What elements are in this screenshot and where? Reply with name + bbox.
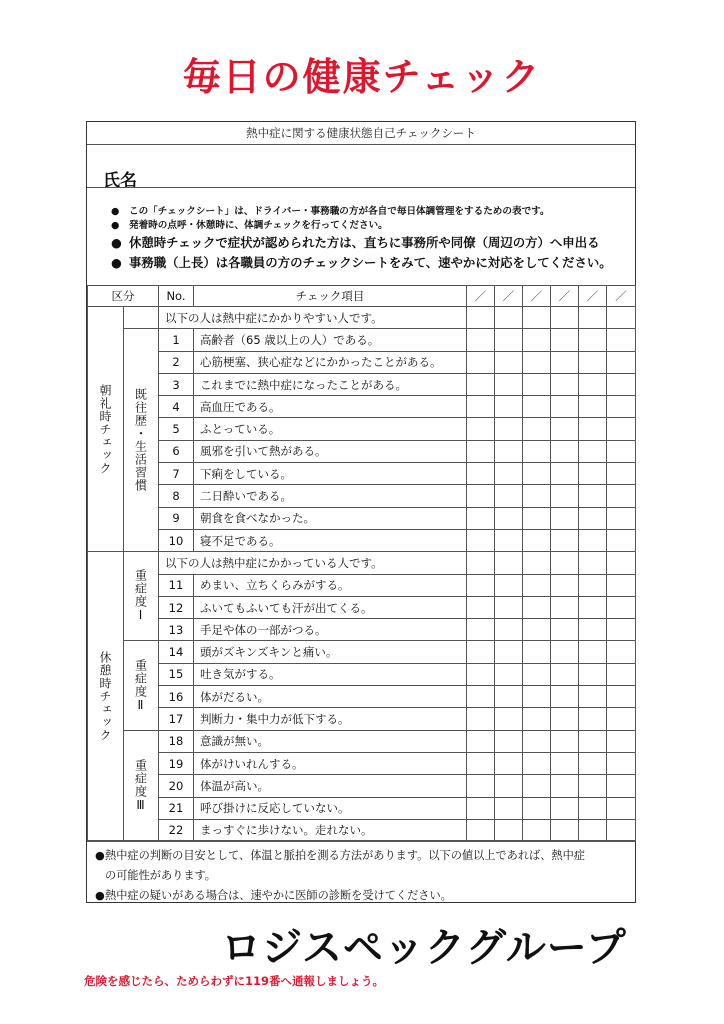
check-cell[interactable] <box>551 686 579 708</box>
check-cell[interactable] <box>579 307 607 329</box>
check-cell[interactable] <box>607 485 636 507</box>
check-cell[interactable] <box>495 619 523 641</box>
check-cell[interactable] <box>579 440 607 462</box>
bullet-icon: ● <box>95 889 105 902</box>
sheet-title: 熱中症に関する健康状態自己チェックシート <box>246 126 476 140</box>
check-sheet <box>86 121 636 903</box>
check-cell[interactable] <box>467 708 495 730</box>
instruction-item: ● 事務職（上長）は各職員の方のチェックシートをみて、速やかに対応をしてください。 <box>111 253 631 273</box>
instruction-item: ● この「チェックシート」は、ドライバー・事務職の方が各自で毎日体調管理をするための表です。 <box>111 206 550 217</box>
check-cell[interactable] <box>523 775 551 797</box>
check-cell[interactable] <box>523 440 551 462</box>
table-row <box>88 730 636 752</box>
check-cell[interactable] <box>579 574 607 596</box>
check-cell[interactable] <box>495 552 523 574</box>
check-cell[interactable] <box>551 775 579 797</box>
table-row <box>88 752 636 774</box>
item-number: 2 <box>159 351 194 373</box>
item-number: 20 <box>159 775 194 797</box>
check-cell[interactable] <box>523 485 551 507</box>
check-cell[interactable] <box>607 418 636 440</box>
check-cell[interactable] <box>579 641 607 663</box>
check-cell[interactable] <box>523 329 551 351</box>
check-cell[interactable] <box>523 663 551 685</box>
check-cell[interactable] <box>467 396 495 418</box>
check-cell[interactable] <box>467 686 495 708</box>
item-number: 21 <box>159 797 194 819</box>
check-item: 下痢をしている。 <box>194 463 467 485</box>
check-cell[interactable] <box>523 307 551 329</box>
table-row <box>88 619 636 641</box>
check-cell[interactable] <box>467 329 495 351</box>
check-cell[interactable] <box>579 485 607 507</box>
check-cell[interactable] <box>495 686 523 708</box>
check-cell[interactable] <box>523 641 551 663</box>
check-cell[interactable] <box>523 574 551 596</box>
intro-row <box>88 552 636 574</box>
check-cell[interactable] <box>579 396 607 418</box>
check-cell[interactable] <box>467 463 495 485</box>
check-cell[interactable] <box>551 797 579 819</box>
table-row <box>88 775 636 797</box>
item-number: 11 <box>159 574 194 596</box>
item-number: 15 <box>159 663 194 685</box>
table-row <box>88 329 636 351</box>
check-cell[interactable] <box>607 463 636 485</box>
emergency-warning: 危険を感じたら、ためらわずに119番へ通報しましょう。 <box>84 974 385 988</box>
check-cell[interactable] <box>579 752 607 774</box>
bullet-icon: ● <box>111 206 120 217</box>
check-cell[interactable] <box>495 373 523 395</box>
check-cell[interactable] <box>495 396 523 418</box>
check-cell[interactable] <box>579 797 607 819</box>
check-cell[interactable] <box>551 730 579 752</box>
check-cell[interactable] <box>579 730 607 752</box>
bullet-icon: ● <box>111 220 120 231</box>
table-row <box>88 440 636 462</box>
item-number: 9 <box>159 507 194 529</box>
divider <box>87 187 635 188</box>
check-cell[interactable] <box>523 351 551 373</box>
check-cell[interactable] <box>495 507 523 529</box>
check-cell[interactable] <box>467 819 495 841</box>
date-slot[interactable]: ／ <box>467 286 495 307</box>
item-number: 12 <box>159 596 194 618</box>
check-item: 高齢者（65 歳以上の人）である。 <box>194 329 467 351</box>
check-cell[interactable] <box>467 574 495 596</box>
bullet-icon: ● <box>111 255 122 270</box>
check-item: 吐き気がする。 <box>194 663 467 685</box>
divider <box>87 144 635 145</box>
check-item: 体がだるい。 <box>194 686 467 708</box>
check-cell[interactable] <box>551 507 579 529</box>
check-cell[interactable] <box>551 373 579 395</box>
check-cell[interactable] <box>607 574 636 596</box>
table-header <box>88 286 636 307</box>
date-slot[interactable]: ／ <box>495 286 523 307</box>
intro-text: 以下の人は熱中症にかかっている人です。 <box>159 552 467 574</box>
check-cell[interactable] <box>495 485 523 507</box>
check-cell[interactable] <box>467 552 495 574</box>
spacer-cell <box>124 307 159 329</box>
check-cell[interactable] <box>467 775 495 797</box>
check-cell[interactable] <box>523 373 551 395</box>
check-cell[interactable] <box>495 663 523 685</box>
section-break-check: 休憩時チェック <box>88 552 124 842</box>
check-cell[interactable] <box>523 619 551 641</box>
check-item: これまでに熱中症になったことがある。 <box>194 373 467 395</box>
check-cell[interactable] <box>495 641 523 663</box>
check-cell[interactable] <box>607 619 636 641</box>
table-row <box>88 351 636 373</box>
check-cell[interactable] <box>495 418 523 440</box>
bullet-icon: ● <box>111 235 122 250</box>
check-cell[interactable] <box>579 529 607 551</box>
check-cell[interactable] <box>579 552 607 574</box>
check-cell[interactable] <box>523 730 551 752</box>
check-cell[interactable] <box>523 463 551 485</box>
table-row <box>88 596 636 618</box>
check-cell[interactable] <box>495 596 523 618</box>
check-item: 意識が無い。 <box>194 730 467 752</box>
instruction-item: ● 休憩時チェックで症状が認められた方は、直ちに事務所や同僚（周辺の方）へ申出る <box>111 233 631 253</box>
item-number: 6 <box>159 440 194 462</box>
check-cell[interactable] <box>579 463 607 485</box>
name-label: 氏名 <box>103 171 137 191</box>
check-cell[interactable] <box>551 663 579 685</box>
check-item: まっすぐに歩けない。走れない。 <box>194 819 467 841</box>
check-cell[interactable] <box>467 351 495 373</box>
check-cell[interactable] <box>551 329 579 351</box>
check-cell[interactable] <box>579 373 607 395</box>
check-cell[interactable] <box>551 641 579 663</box>
page-title: 毎日の健康チェック <box>182 54 542 99</box>
header-item: チェック項目 <box>194 286 467 307</box>
check-cell[interactable] <box>579 507 607 529</box>
footnotes <box>95 846 631 906</box>
check-cell[interactable] <box>467 529 495 551</box>
item-number: 14 <box>159 641 194 663</box>
item-number: 10 <box>159 529 194 551</box>
check-item: 体温が高い。 <box>194 775 467 797</box>
group-history: 既往歴・生活習慣 <box>124 329 159 552</box>
footnote-item: ● 熱中症の判断の目安として、体温と脈拍を測る方法があります。以下の値以上であれば、熱中症 <box>95 846 631 866</box>
check-cell[interactable] <box>607 663 636 685</box>
intro-text: 以下の人は熱中症にかかりやすい人です。 <box>159 307 467 329</box>
header-no: No. <box>159 286 194 307</box>
check-cell[interactable] <box>607 641 636 663</box>
item-number: 8 <box>159 485 194 507</box>
check-cell[interactable] <box>579 351 607 373</box>
check-cell[interactable] <box>607 708 636 730</box>
check-cell[interactable] <box>495 752 523 774</box>
check-cell[interactable] <box>579 708 607 730</box>
section-morning-check: 朝礼時チェック <box>88 307 124 552</box>
check-cell[interactable] <box>607 440 636 462</box>
check-cell[interactable] <box>551 463 579 485</box>
table-row <box>88 418 636 440</box>
check-cell[interactable] <box>607 797 636 819</box>
check-cell[interactable] <box>523 708 551 730</box>
check-cell[interactable] <box>607 396 636 418</box>
check-cell[interactable] <box>607 529 636 551</box>
check-cell[interactable] <box>551 351 579 373</box>
check-cell[interactable] <box>607 596 636 618</box>
item-number: 17 <box>159 708 194 730</box>
intro-row <box>88 307 636 329</box>
check-cell[interactable] <box>467 507 495 529</box>
check-cell[interactable] <box>495 307 523 329</box>
item-number: 16 <box>159 686 194 708</box>
item-number: 18 <box>159 730 194 752</box>
instructions <box>111 205 631 273</box>
table-row <box>88 686 636 708</box>
header-category: 区分 <box>88 286 159 307</box>
check-cell[interactable] <box>551 552 579 574</box>
table-row <box>88 819 636 841</box>
check-item: 二日酔いである。 <box>194 485 467 507</box>
item-number: 1 <box>159 329 194 351</box>
check-cell[interactable] <box>579 686 607 708</box>
date-slot[interactable]: ／ <box>579 286 607 307</box>
check-cell[interactable] <box>579 775 607 797</box>
table-row <box>88 485 636 507</box>
check-cell[interactable] <box>467 641 495 663</box>
check-cell[interactable] <box>467 596 495 618</box>
check-item: 高血圧である。 <box>194 396 467 418</box>
divider <box>87 840 635 841</box>
check-cell[interactable] <box>551 485 579 507</box>
table-row <box>88 641 636 663</box>
table-row <box>88 396 636 418</box>
check-item: めまい、立ちくらみがする。 <box>194 574 467 596</box>
check-cell[interactable] <box>495 463 523 485</box>
check-item: 朝食を食べなかった。 <box>194 507 467 529</box>
check-cell[interactable] <box>607 752 636 774</box>
check-cell[interactable] <box>579 619 607 641</box>
check-item: 風邪を引いて熱がある。 <box>194 440 467 462</box>
check-cell[interactable] <box>579 329 607 351</box>
check-cell[interactable] <box>551 529 579 551</box>
check-cell[interactable] <box>523 396 551 418</box>
date-slot[interactable]: ／ <box>523 286 551 307</box>
check-cell[interactable] <box>579 663 607 685</box>
footnote-item: ● 熱中症の疑いがある場合は、速やかに医師の診断を受けてください。 <box>95 886 631 906</box>
check-cell[interactable] <box>607 373 636 395</box>
check-cell[interactable] <box>495 329 523 351</box>
item-number: 22 <box>159 819 194 841</box>
check-item: 体がけいれんする。 <box>194 752 467 774</box>
group-severity-2: 重症度Ⅱ <box>124 641 159 730</box>
check-cell[interactable] <box>523 418 551 440</box>
company-name: ロジスペックグループ <box>221 924 627 971</box>
check-cell[interactable] <box>551 752 579 774</box>
check-cell[interactable] <box>523 797 551 819</box>
check-cell[interactable] <box>495 797 523 819</box>
check-cell[interactable] <box>607 730 636 752</box>
check-cell[interactable] <box>523 686 551 708</box>
table-row <box>88 463 636 485</box>
check-cell[interactable] <box>551 396 579 418</box>
check-cell[interactable] <box>495 819 523 841</box>
check-cell[interactable] <box>523 752 551 774</box>
check-item: 判断力・集中力が低下する。 <box>194 708 467 730</box>
table-row <box>88 574 636 596</box>
check-cell[interactable] <box>579 596 607 618</box>
check-cell[interactable] <box>523 552 551 574</box>
check-cell[interactable] <box>467 619 495 641</box>
check-cell[interactable] <box>551 619 579 641</box>
table-row <box>88 797 636 819</box>
check-cell[interactable] <box>495 440 523 462</box>
check-cell[interactable] <box>579 819 607 841</box>
table-row <box>88 663 636 685</box>
check-cell[interactable] <box>579 418 607 440</box>
check-cell[interactable] <box>551 574 579 596</box>
date-slot[interactable]: ／ <box>607 286 636 307</box>
item-number: 5 <box>159 418 194 440</box>
check-cell[interactable] <box>495 775 523 797</box>
check-cell[interactable] <box>607 686 636 708</box>
check-item: ふいてもふいても汗が出てくる。 <box>194 596 467 618</box>
check-cell[interactable] <box>523 507 551 529</box>
check-cell[interactable] <box>607 351 636 373</box>
check-cell[interactable] <box>551 596 579 618</box>
check-cell[interactable] <box>467 373 495 395</box>
check-cell[interactable] <box>467 752 495 774</box>
check-table <box>87 285 636 842</box>
check-cell[interactable] <box>467 440 495 462</box>
check-cell[interactable] <box>467 418 495 440</box>
item-number: 13 <box>159 619 194 641</box>
check-cell[interactable] <box>607 507 636 529</box>
check-cell[interactable] <box>495 708 523 730</box>
group-severity-1: 重症度Ⅰ <box>124 552 159 641</box>
item-number: 3 <box>159 373 194 395</box>
check-cell[interactable] <box>523 529 551 551</box>
check-cell[interactable] <box>551 440 579 462</box>
table-row <box>88 708 636 730</box>
check-cell[interactable] <box>495 574 523 596</box>
table-row <box>88 373 636 395</box>
check-cell[interactable] <box>551 819 579 841</box>
item-number: 7 <box>159 463 194 485</box>
check-item: 手足や体の一部がつる。 <box>194 619 467 641</box>
check-cell[interactable] <box>607 775 636 797</box>
check-cell[interactable] <box>551 307 579 329</box>
group-severity-3: 重症度Ⅲ <box>124 730 159 841</box>
item-number: 4 <box>159 396 194 418</box>
check-item: 寝不足である。 <box>194 529 467 551</box>
check-cell[interactable] <box>467 797 495 819</box>
date-slot[interactable]: ／ <box>551 286 579 307</box>
check-cell[interactable] <box>495 730 523 752</box>
check-item: ふとっている。 <box>194 418 467 440</box>
check-cell[interactable] <box>467 730 495 752</box>
table-row <box>88 507 636 529</box>
check-cell[interactable] <box>551 418 579 440</box>
check-cell[interactable] <box>607 819 636 841</box>
check-cell[interactable] <box>607 552 636 574</box>
instruction-item: ● 発着時の点呼・休憩時に、体調チェックを行ってください。 <box>111 220 388 231</box>
item-number: 19 <box>159 752 194 774</box>
check-cell[interactable] <box>495 351 523 373</box>
bullet-icon: ● <box>95 849 105 862</box>
check-cell[interactable] <box>551 708 579 730</box>
check-item: 呼び掛けに反応していない。 <box>194 797 467 819</box>
check-cell[interactable] <box>467 663 495 685</box>
check-cell[interactable] <box>523 596 551 618</box>
check-cell[interactable] <box>467 485 495 507</box>
table-row <box>88 529 636 551</box>
check-cell[interactable] <box>523 819 551 841</box>
check-item: 頭がズキンズキンと痛い。 <box>194 641 467 663</box>
check-cell[interactable] <box>607 307 636 329</box>
check-item: 心筋梗塞、狭心症などにかかったことがある。 <box>194 351 467 373</box>
check-cell[interactable] <box>495 529 523 551</box>
footnote-continuation: の可能性があります。 <box>105 869 216 882</box>
check-cell[interactable] <box>467 307 495 329</box>
check-cell[interactable] <box>607 329 636 351</box>
